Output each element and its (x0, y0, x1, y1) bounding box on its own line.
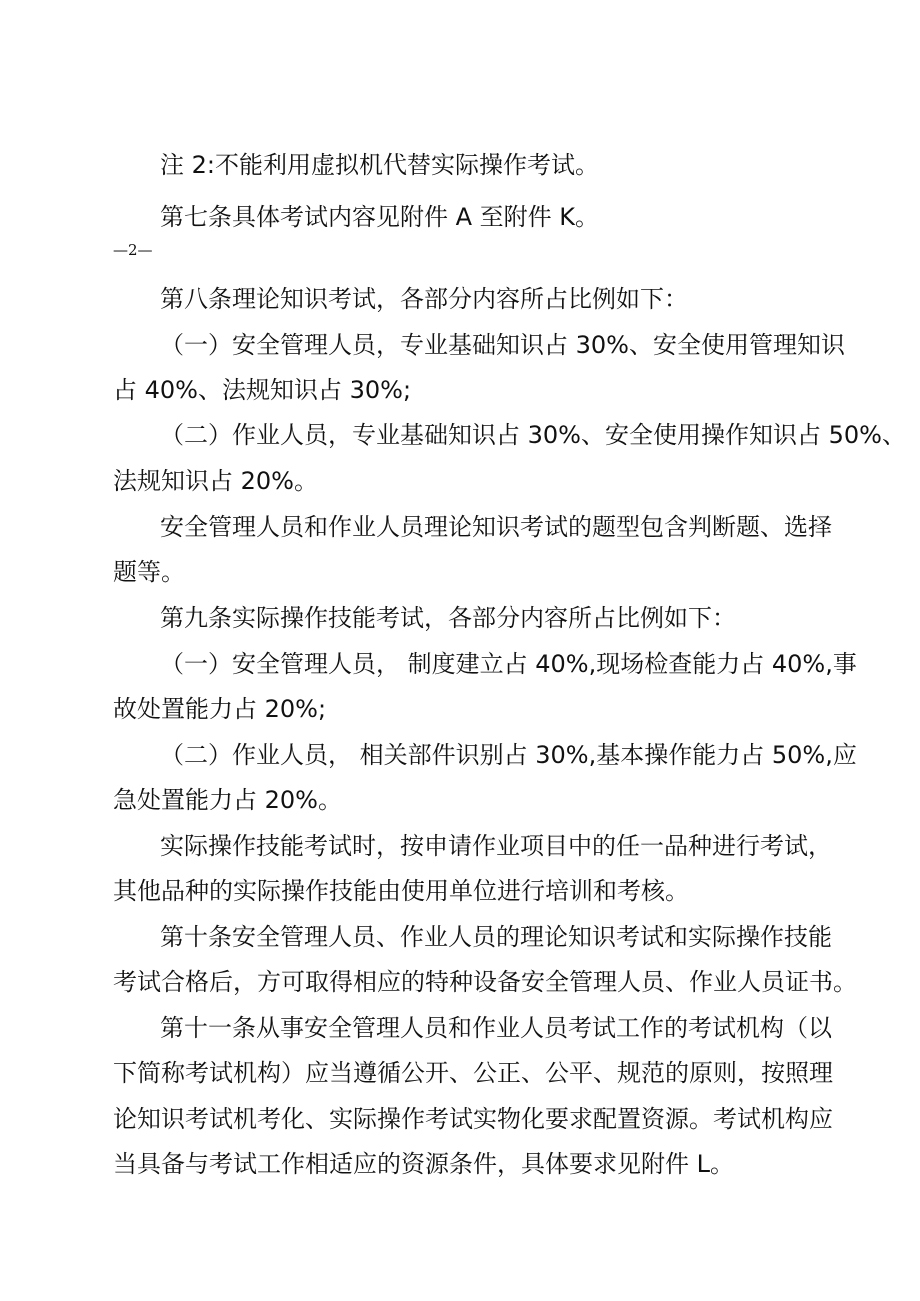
article-8-item-2-line-1: （二）作业人员，专业基础知识占 30%、安全使用操作知识占 50%、 (160, 421, 906, 449)
article-10-line-1: 第十条安全管理人员、作业人员的理论知识考试和实际操作技能 (160, 923, 832, 951)
article-8-heading: 第八条理论知识考试，各部分内容所占比例如下： (160, 285, 688, 313)
article-9-heading: 第九条实际操作技能考试，各部分内容所占比例如下： (160, 604, 736, 632)
article-10-line-2: 考试合格后，方可取得相应的特种设备安全管理人员、作业人员证书。 (113, 968, 857, 996)
practical-exam-line-1: 实际操作技能考试时，按申请作业项目中的任一品种进行考试， (160, 832, 832, 860)
article-8-item-2-line-2: 法规知识占 20%。 (113, 467, 318, 495)
article-8-item-1-line-2: 占 40%、法规知识占 30%; (113, 376, 412, 404)
note-line: 注 2:不能利用虚拟机代替实际操作考试。 (160, 151, 599, 179)
article-8-item-1-line-1: （一）安全管理人员，专业基础知识占 30%、安全使用管理知识 (160, 331, 845, 359)
article-9-item-2-line-1: （二）作业人员， 相关部件识别占 30%,基本操作能力占 50%,应 (160, 741, 857, 769)
article-11-line-4: 当具备与考试工作相适应的资源条件，具体要求见附件 L。 (113, 1150, 734, 1178)
page-number: —2— (113, 241, 153, 259)
article-11-line-3: 论知识考试机考化、实际操作考试实物化要求配置资源。考试机构应 (113, 1105, 833, 1133)
article-11-line-1: 第十一条从事安全管理人员和作业人员考试工作的考试机构（以 (160, 1014, 832, 1042)
article-9-item-1-line-1: （一）安全管理人员， 制度建立占 40%,现场检查能力占 40%,事 (160, 650, 857, 678)
question-types-line-2: 题等。 (113, 558, 185, 586)
article-7-line: 第七条具体考试内容见附件 A 至附件 K。 (160, 203, 600, 231)
question-types-line-1: 安全管理人员和作业人员理论知识考试的题型包含判断题、选择 (160, 513, 832, 541)
article-9-item-2-line-2: 急处置能力占 20%。 (113, 786, 342, 814)
article-11-line-2: 下简称考试机构）应当遵循公开、公正、公平、规范的原则，按照理 (113, 1059, 833, 1087)
practical-exam-line-2: 其他品种的实际操作技能由使用单位进行培训和考核。 (113, 877, 689, 905)
article-9-item-1-line-2: 故处置能力占 20%; (113, 695, 327, 723)
